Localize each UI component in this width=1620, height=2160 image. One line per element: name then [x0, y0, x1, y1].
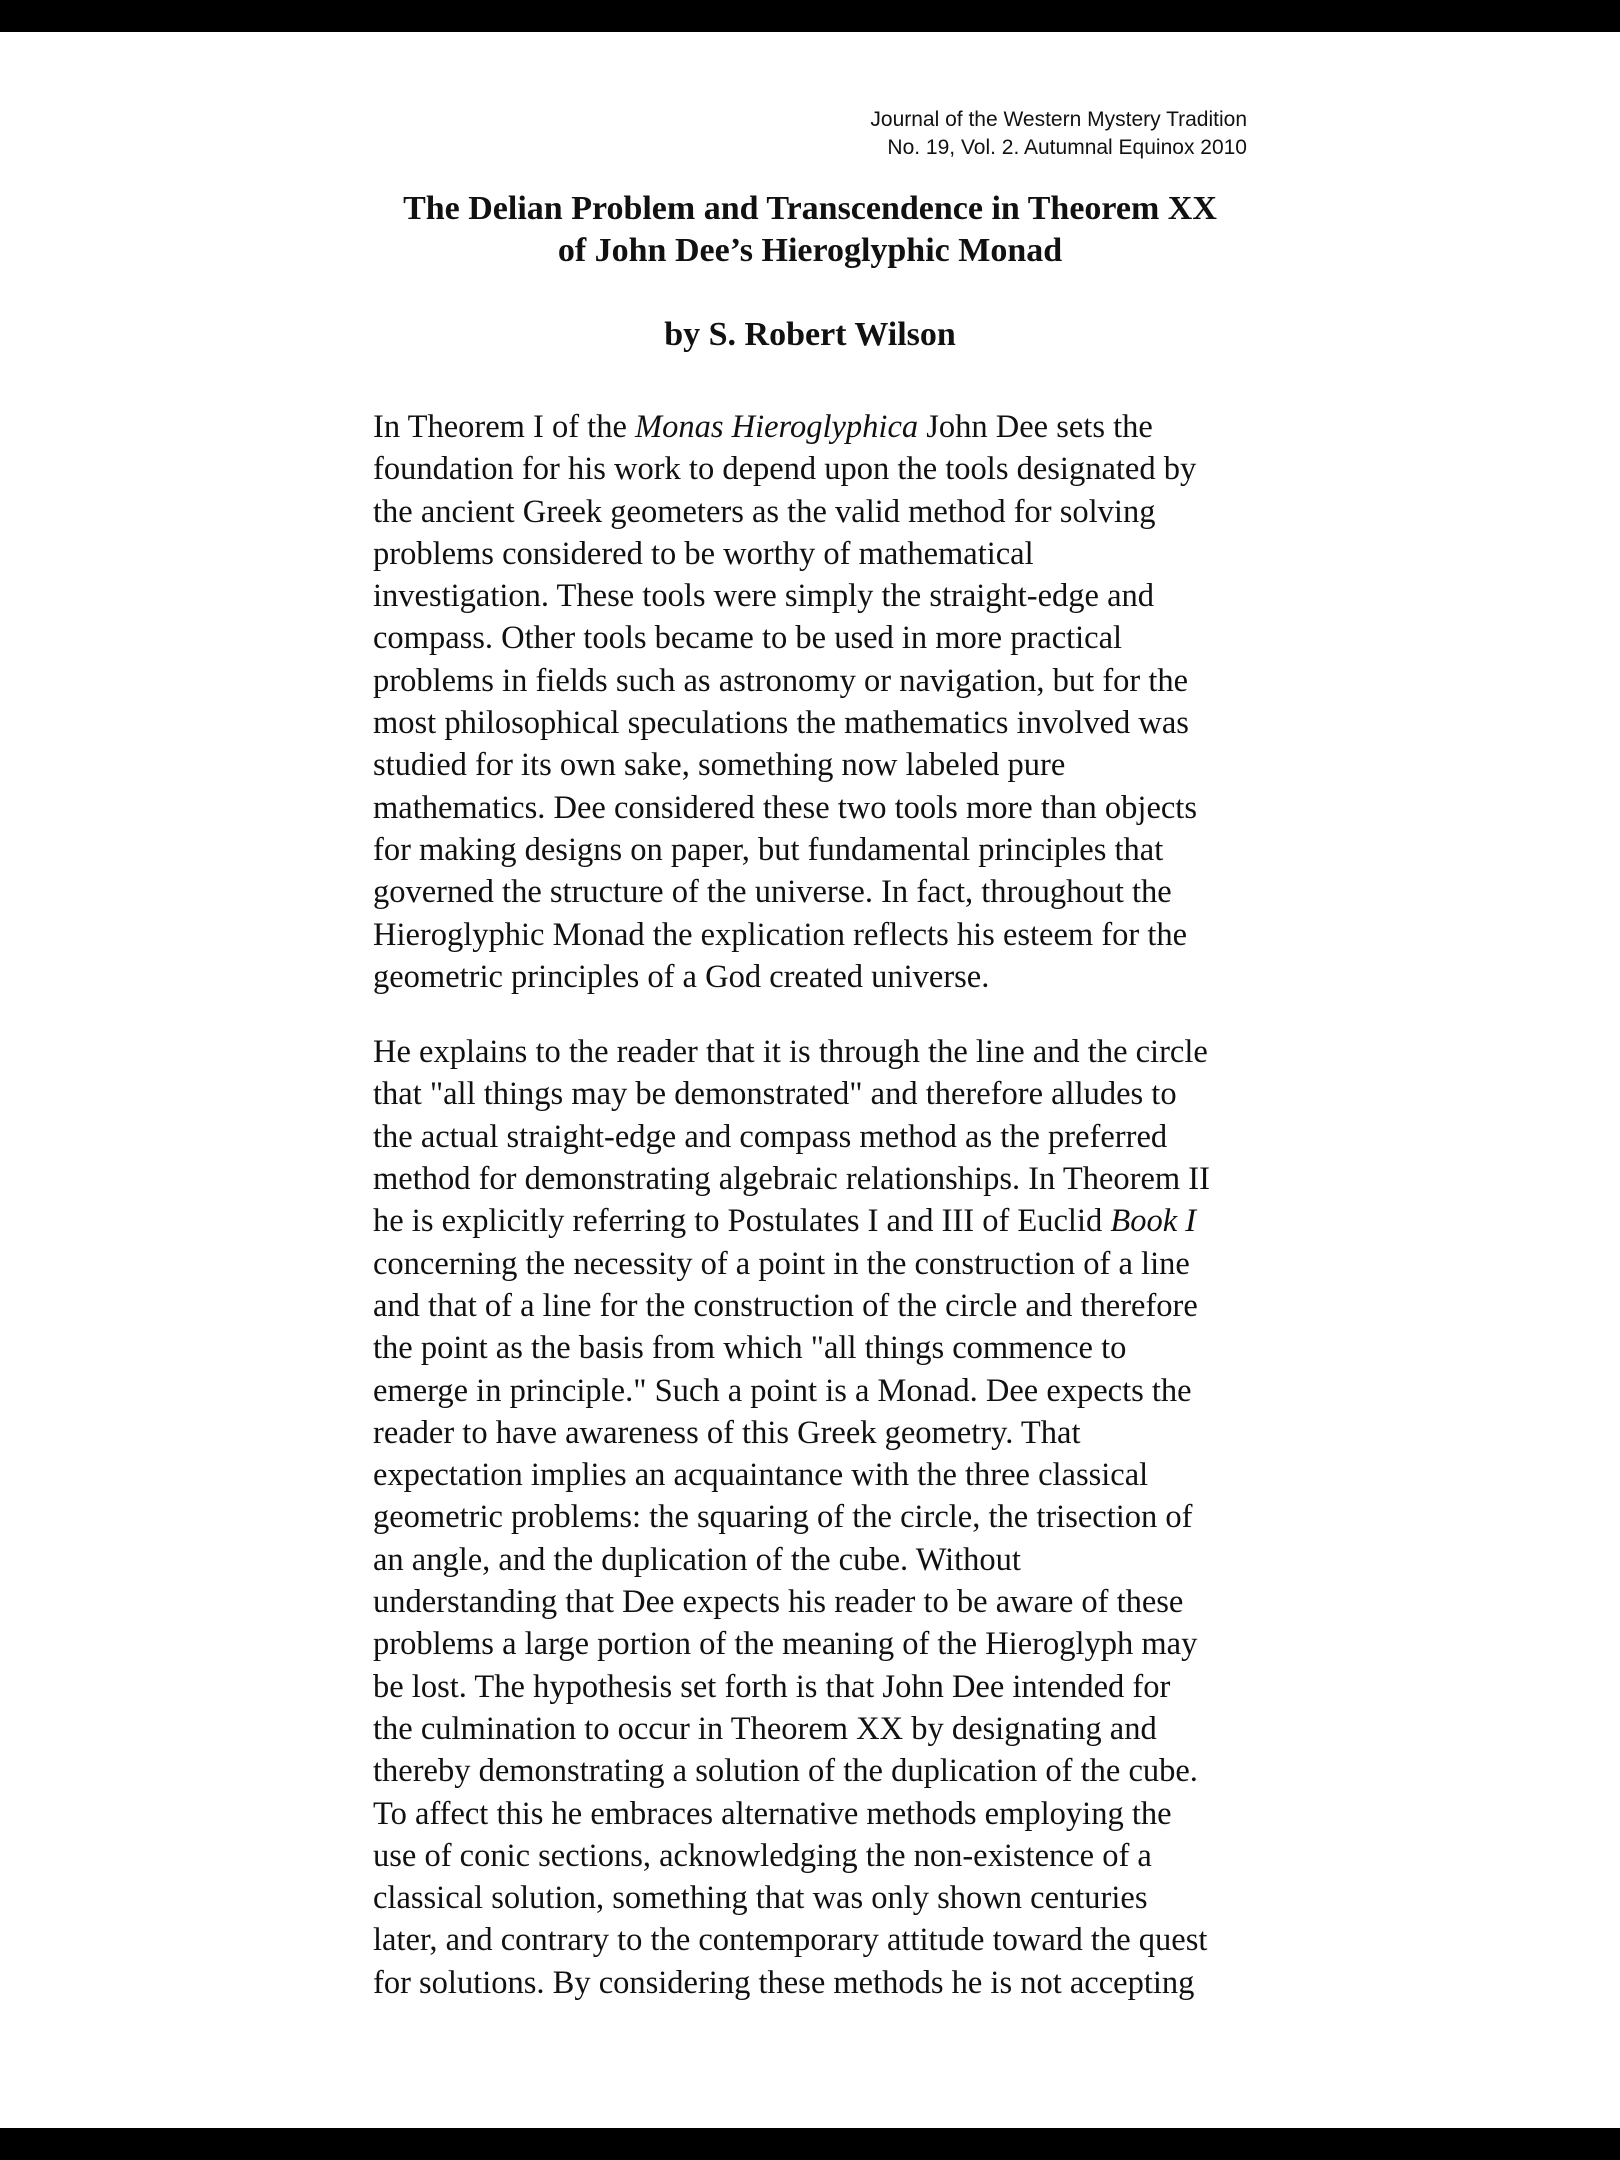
line-text: that "all things may be demonstrated" and therefore alludes to: [373, 1076, 1177, 1113]
line-text: studied for its own sake, something now labeled pure: [373, 747, 1066, 784]
line-text: use of conic sections, acknowledging the non-existence of a: [373, 1837, 1152, 1874]
paragraph-line: [373, 1581, 1273, 1623]
paragraph-line: [373, 1708, 1273, 1750]
paragraph-line: [373, 575, 1273, 617]
line-text: geometric principles of a God created universe.: [373, 958, 990, 995]
paragraph-line: [373, 491, 1273, 533]
paragraph-line: [373, 829, 1273, 871]
paragraph-line: [373, 1539, 1273, 1581]
line-text: foundation for his work to depend upon the tools designated by: [373, 451, 1197, 488]
line-text: In Theorem I of the: [373, 409, 636, 445]
paragraph-line: [373, 1962, 1273, 2004]
line-text: compass. Other tools became to be used in more practical: [373, 620, 1123, 657]
article-title-line-2: of John Dee’s Hieroglyphic Monad: [557, 232, 1063, 269]
line-text: Hieroglyphic Monad the explication reflects his esteem for the: [373, 916, 1188, 953]
line-text: geometric problems: the squaring of the circle, the trisection of: [373, 1499, 1193, 1536]
paragraph-line: [373, 1370, 1273, 1412]
line-text: mathematics. Dee considered these two tools more than objects: [373, 789, 1197, 826]
paragraph-line: [373, 1496, 1273, 1538]
paragraph-line: [373, 1454, 1273, 1496]
journal-header: [870, 106, 1247, 162]
line-text: thereby demonstrating a solution of the duplication of the cube.: [373, 1753, 1198, 1790]
line-text: the actual straight-edge and compass method as the preferred: [373, 1118, 1168, 1155]
line-text: he is explicitly referring to Postulates I and III of Euclid: [373, 1203, 1111, 1240]
line-text: problems a large portion of the meaning of the Hieroglyph may: [373, 1626, 1198, 1663]
paragraph-line: [373, 1243, 1273, 1285]
line-text: the point as the basis from which "all things commence to: [373, 1330, 1127, 1367]
line-text: for making designs on paper, but fundamental principles that: [373, 831, 1164, 868]
paragraph-line: [373, 1200, 1273, 1242]
line-text: John Dee sets the: [918, 409, 1153, 445]
article-title-line-1: The Delian Problem and Transcendence in Theorem XX: [403, 190, 1217, 227]
paragraph-line: [373, 956, 1273, 998]
paragraph-line: [373, 1158, 1273, 1200]
line-text: most philosophical speculations the mathematics involved was: [373, 705, 1189, 742]
paragraph-line: [373, 660, 1273, 702]
line-text: investigation. These tools were simply the straight-edge and: [373, 578, 1155, 615]
paragraph-line: [373, 1031, 1273, 1073]
line-text: for solutions. By considering these methods he is not accepting: [373, 1964, 1195, 2001]
paragraph-line: [373, 1793, 1273, 1835]
paragraph-line: [373, 787, 1273, 829]
line-text: later, and contrary to the contemporary attitude toward the quest: [373, 1922, 1208, 1959]
line-text: the culmination to occur in Theorem XX by designating and: [373, 1710, 1157, 1747]
paragraph-line: [373, 1327, 1273, 1369]
line-text: emerge in principle." Such a point is a Monad. Dee expects the: [373, 1372, 1192, 1409]
document-page: [0, 32, 1620, 2128]
article-body: [373, 406, 1273, 2037]
line-text: concerning the necessity of a point in the construction of a line: [373, 1245, 1190, 1282]
line-text: understanding that Dee expects his reader to be aware of these: [373, 1584, 1184, 1621]
paragraph-line: [373, 1750, 1273, 1792]
paragraph-line: [373, 1412, 1273, 1454]
line-text: be lost. The hypothesis set forth is that John Dee intended for: [373, 1668, 1171, 1705]
paragraph-line: [373, 1285, 1273, 1327]
paragraph-line: [373, 1623, 1273, 1665]
paragraph-line: [373, 744, 1273, 786]
paragraph-line: [373, 406, 1273, 448]
paragraph-line: [373, 914, 1273, 956]
paragraph-line: [373, 871, 1273, 913]
paragraph-line: [373, 1877, 1273, 1919]
body-paragraph: [373, 1031, 1273, 2004]
paragraph-line: [373, 448, 1273, 490]
line-text: expectation implies an acquaintance with the three classical: [373, 1457, 1149, 1494]
line-text: reader to have awareness of this Greek geometry. That: [373, 1414, 1081, 1451]
line-text: He explains to the reader that it is through the line and the circle: [373, 1034, 1208, 1071]
italic-text: Book I: [1110, 1203, 1197, 1240]
line-text: problems in fields such as astronomy or navigation, but for the: [373, 662, 1189, 699]
line-text: method for demonstrating algebraic relationships. In Theorem II: [373, 1161, 1210, 1198]
paragraph-line: [373, 1116, 1273, 1158]
journal-issue: No. 19, Vol. 2. Autumnal Equinox 2010: [887, 136, 1247, 159]
line-text: problems considered to be worthy of mathematical: [373, 535, 1034, 572]
article-title: [300, 188, 1320, 272]
line-text: the ancient Greek geometers as the valid method for solving: [373, 493, 1156, 530]
journal-name: Journal of the Western Mystery Tradition: [870, 108, 1247, 131]
line-text: and that of a line for the construction of the circle and therefore: [373, 1287, 1198, 1324]
paragraph-line: [373, 1835, 1273, 1877]
paragraph-line: [373, 1073, 1273, 1115]
paragraph-line: [373, 1666, 1273, 1708]
italic-text: Monas Hieroglyphica: [635, 409, 919, 445]
line-text: governed the structure of the universe. In fact, throughout the: [373, 874, 1172, 911]
paragraph-line: [373, 617, 1273, 659]
line-text: classical solution, something that was only shown centuries: [373, 1880, 1148, 1917]
body-paragraph: [373, 406, 1273, 998]
line-text: To affect this he embraces alternative methods employing the: [373, 1795, 1172, 1832]
paragraph-line: [373, 533, 1273, 575]
article-author: by S. Robert Wilson: [664, 316, 956, 353]
paragraph-line: [373, 1919, 1273, 1961]
line-text: an angle, and the duplication of the cube. Without: [373, 1541, 1021, 1578]
paragraph-line: [373, 702, 1273, 744]
